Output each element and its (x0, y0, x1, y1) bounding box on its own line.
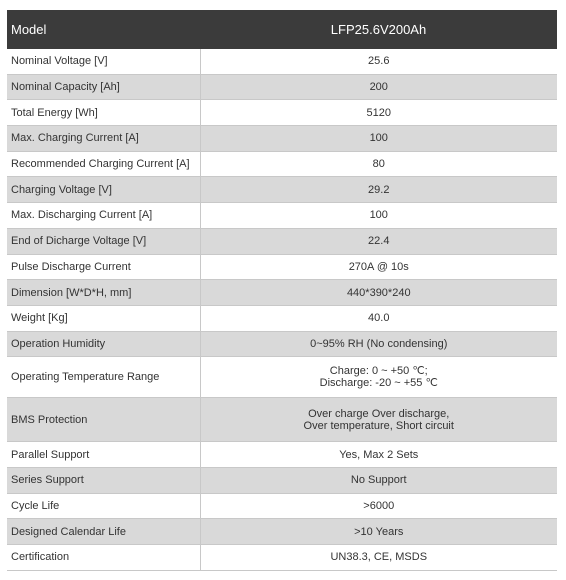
row-label: Operation Humidity (7, 331, 200, 357)
row-value: >10 Years (200, 519, 557, 545)
row-value: 29.2 (200, 177, 557, 203)
row-label: End of Dicharge Voltage [V] (7, 228, 200, 254)
table-row (7, 305, 557, 331)
row-value (200, 357, 557, 398)
row-value: >6000 (200, 493, 557, 519)
row-value: 22.4 (200, 228, 557, 254)
header-row (7, 10, 557, 49)
row-value: 80 (200, 151, 557, 177)
table-row (7, 357, 557, 398)
row-value: 200 (200, 74, 557, 100)
row-label: Max. Charging Current [A] (7, 126, 200, 152)
value-line: Over temperature, Short circuit (303, 419, 454, 432)
table-row (7, 467, 557, 493)
row-value: 100 (200, 203, 557, 229)
row-value: Yes, Max 2 Sets (200, 442, 557, 468)
table-row (7, 74, 557, 100)
row-label: Cycle Life (7, 493, 200, 519)
row-value: 270A @ 10s (200, 254, 557, 280)
table-row (7, 151, 557, 177)
row-value: 5120 (200, 100, 557, 126)
row-label: Weight [Kg] (7, 305, 200, 331)
row-value: 25.6 (200, 49, 557, 74)
row-label: Nominal Capacity [Ah] (7, 74, 200, 100)
row-label: Operating Temperature Range (7, 357, 200, 398)
table-row (7, 280, 557, 306)
header-label: Model (7, 10, 200, 49)
header-model-value: LFP25.6V200Ah (200, 10, 557, 49)
value-line: Charge: 0 ~ +50 ℃; (329, 365, 428, 378)
row-label: Parallel Support (7, 442, 200, 468)
table-row (7, 49, 557, 74)
table-row (7, 203, 557, 229)
table-row (7, 331, 557, 357)
table-row (7, 177, 557, 203)
row-value: 440*390*240 (200, 280, 557, 306)
row-label: Total Energy [Wh] (7, 100, 200, 126)
row-label: Series Support (7, 467, 200, 493)
row-label: Recommended Charging Current [A] (7, 151, 200, 177)
row-value (200, 398, 557, 442)
row-value: 100 (200, 126, 557, 152)
row-value: UN38.3, CE, MSDS (200, 545, 557, 571)
value-line: Discharge: -20 ~ +55 ℃ (319, 377, 438, 390)
row-label: Certification (7, 545, 200, 571)
table-row (7, 493, 557, 519)
table-row (7, 254, 557, 280)
table-row (7, 126, 557, 152)
row-value: 0~95% RH (No condensing) (200, 331, 557, 357)
row-label: Charging Voltage [V] (7, 177, 200, 203)
table-row (7, 398, 557, 442)
row-label: Designed Calendar Life (7, 519, 200, 545)
table-row (7, 519, 557, 545)
table-row (7, 228, 557, 254)
row-label: Max. Discharging Current [A] (7, 203, 200, 229)
row-label: Dimension [W*D*H, mm] (7, 280, 200, 306)
row-value: No Support (200, 467, 557, 493)
table-row (7, 545, 557, 571)
spec-table (7, 10, 557, 571)
row-label: BMS Protection (7, 398, 200, 442)
row-label: Nominal Voltage [V] (7, 49, 200, 74)
table-row (7, 442, 557, 468)
table-row (7, 100, 557, 126)
value-line: Over charge Over discharge, (308, 407, 450, 420)
row-value: 40.0 (200, 305, 557, 331)
row-label: Pulse Discharge Current (7, 254, 200, 280)
